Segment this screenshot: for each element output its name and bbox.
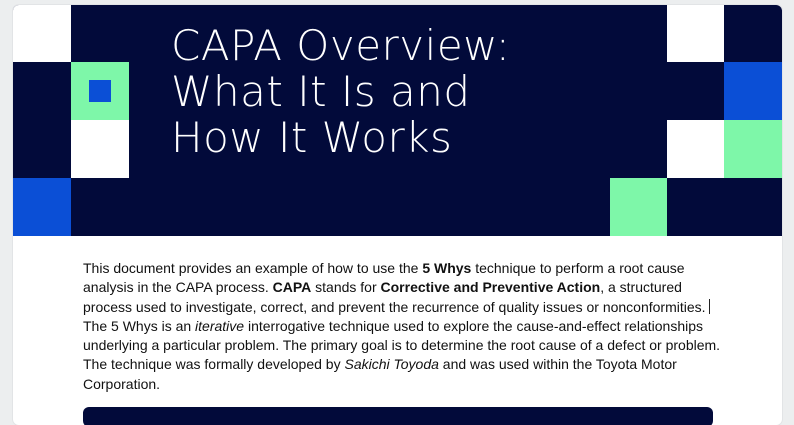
title-line: What It Is and bbox=[171, 67, 471, 116]
banner-block bbox=[724, 120, 782, 178]
intro-paragraph bbox=[83, 259, 723, 317]
title-line: How It Works bbox=[171, 113, 453, 162]
banner-block bbox=[610, 178, 667, 236]
page-title bbox=[171, 23, 510, 161]
bold-text: CAPA bbox=[272, 279, 312, 296]
document-body[interactable] bbox=[83, 259, 723, 394]
title-line: CAPA Overview: bbox=[171, 21, 511, 70]
text-run: This document provides an example of how to use the bbox=[83, 260, 423, 276]
five-whys-paragraph bbox=[83, 317, 723, 394]
text-cursor bbox=[709, 299, 710, 314]
banner-block bbox=[13, 178, 71, 236]
italic-text: iterative bbox=[195, 317, 245, 334]
text-run: and was used within the Toyota Motor Corporation. bbox=[83, 356, 677, 392]
banner-block bbox=[667, 120, 724, 178]
text-run: stands for bbox=[311, 279, 381, 296]
text-run: technique to perform a root cause analysis in the CAPA process. bbox=[83, 260, 685, 296]
header-banner bbox=[13, 5, 782, 236]
text-run: , a structured process used to investigate, correct, and prevent the recurrence of quality issues or nonconformities. bbox=[83, 279, 706, 315]
banner-block bbox=[13, 5, 71, 62]
text-run: The 5 Whys is an bbox=[83, 317, 196, 334]
document-page bbox=[13, 5, 782, 425]
bold-text: Corrective and Preventive Action bbox=[380, 279, 601, 296]
banner-block bbox=[667, 5, 724, 62]
banner-block bbox=[89, 80, 111, 102]
bold-text: 5 Whys bbox=[422, 260, 472, 276]
italic-text: Sakichi Toyoda bbox=[344, 356, 439, 373]
banner-block bbox=[71, 120, 129, 178]
code-block bbox=[83, 407, 713, 425]
banner-block bbox=[724, 62, 782, 120]
text-run: interrogative technique used to explore the cause-and-effect relationships underlying a particular problem. The primary goal is to determine the root cause of a defect or problem. The technique was formally developed by bbox=[83, 317, 721, 373]
